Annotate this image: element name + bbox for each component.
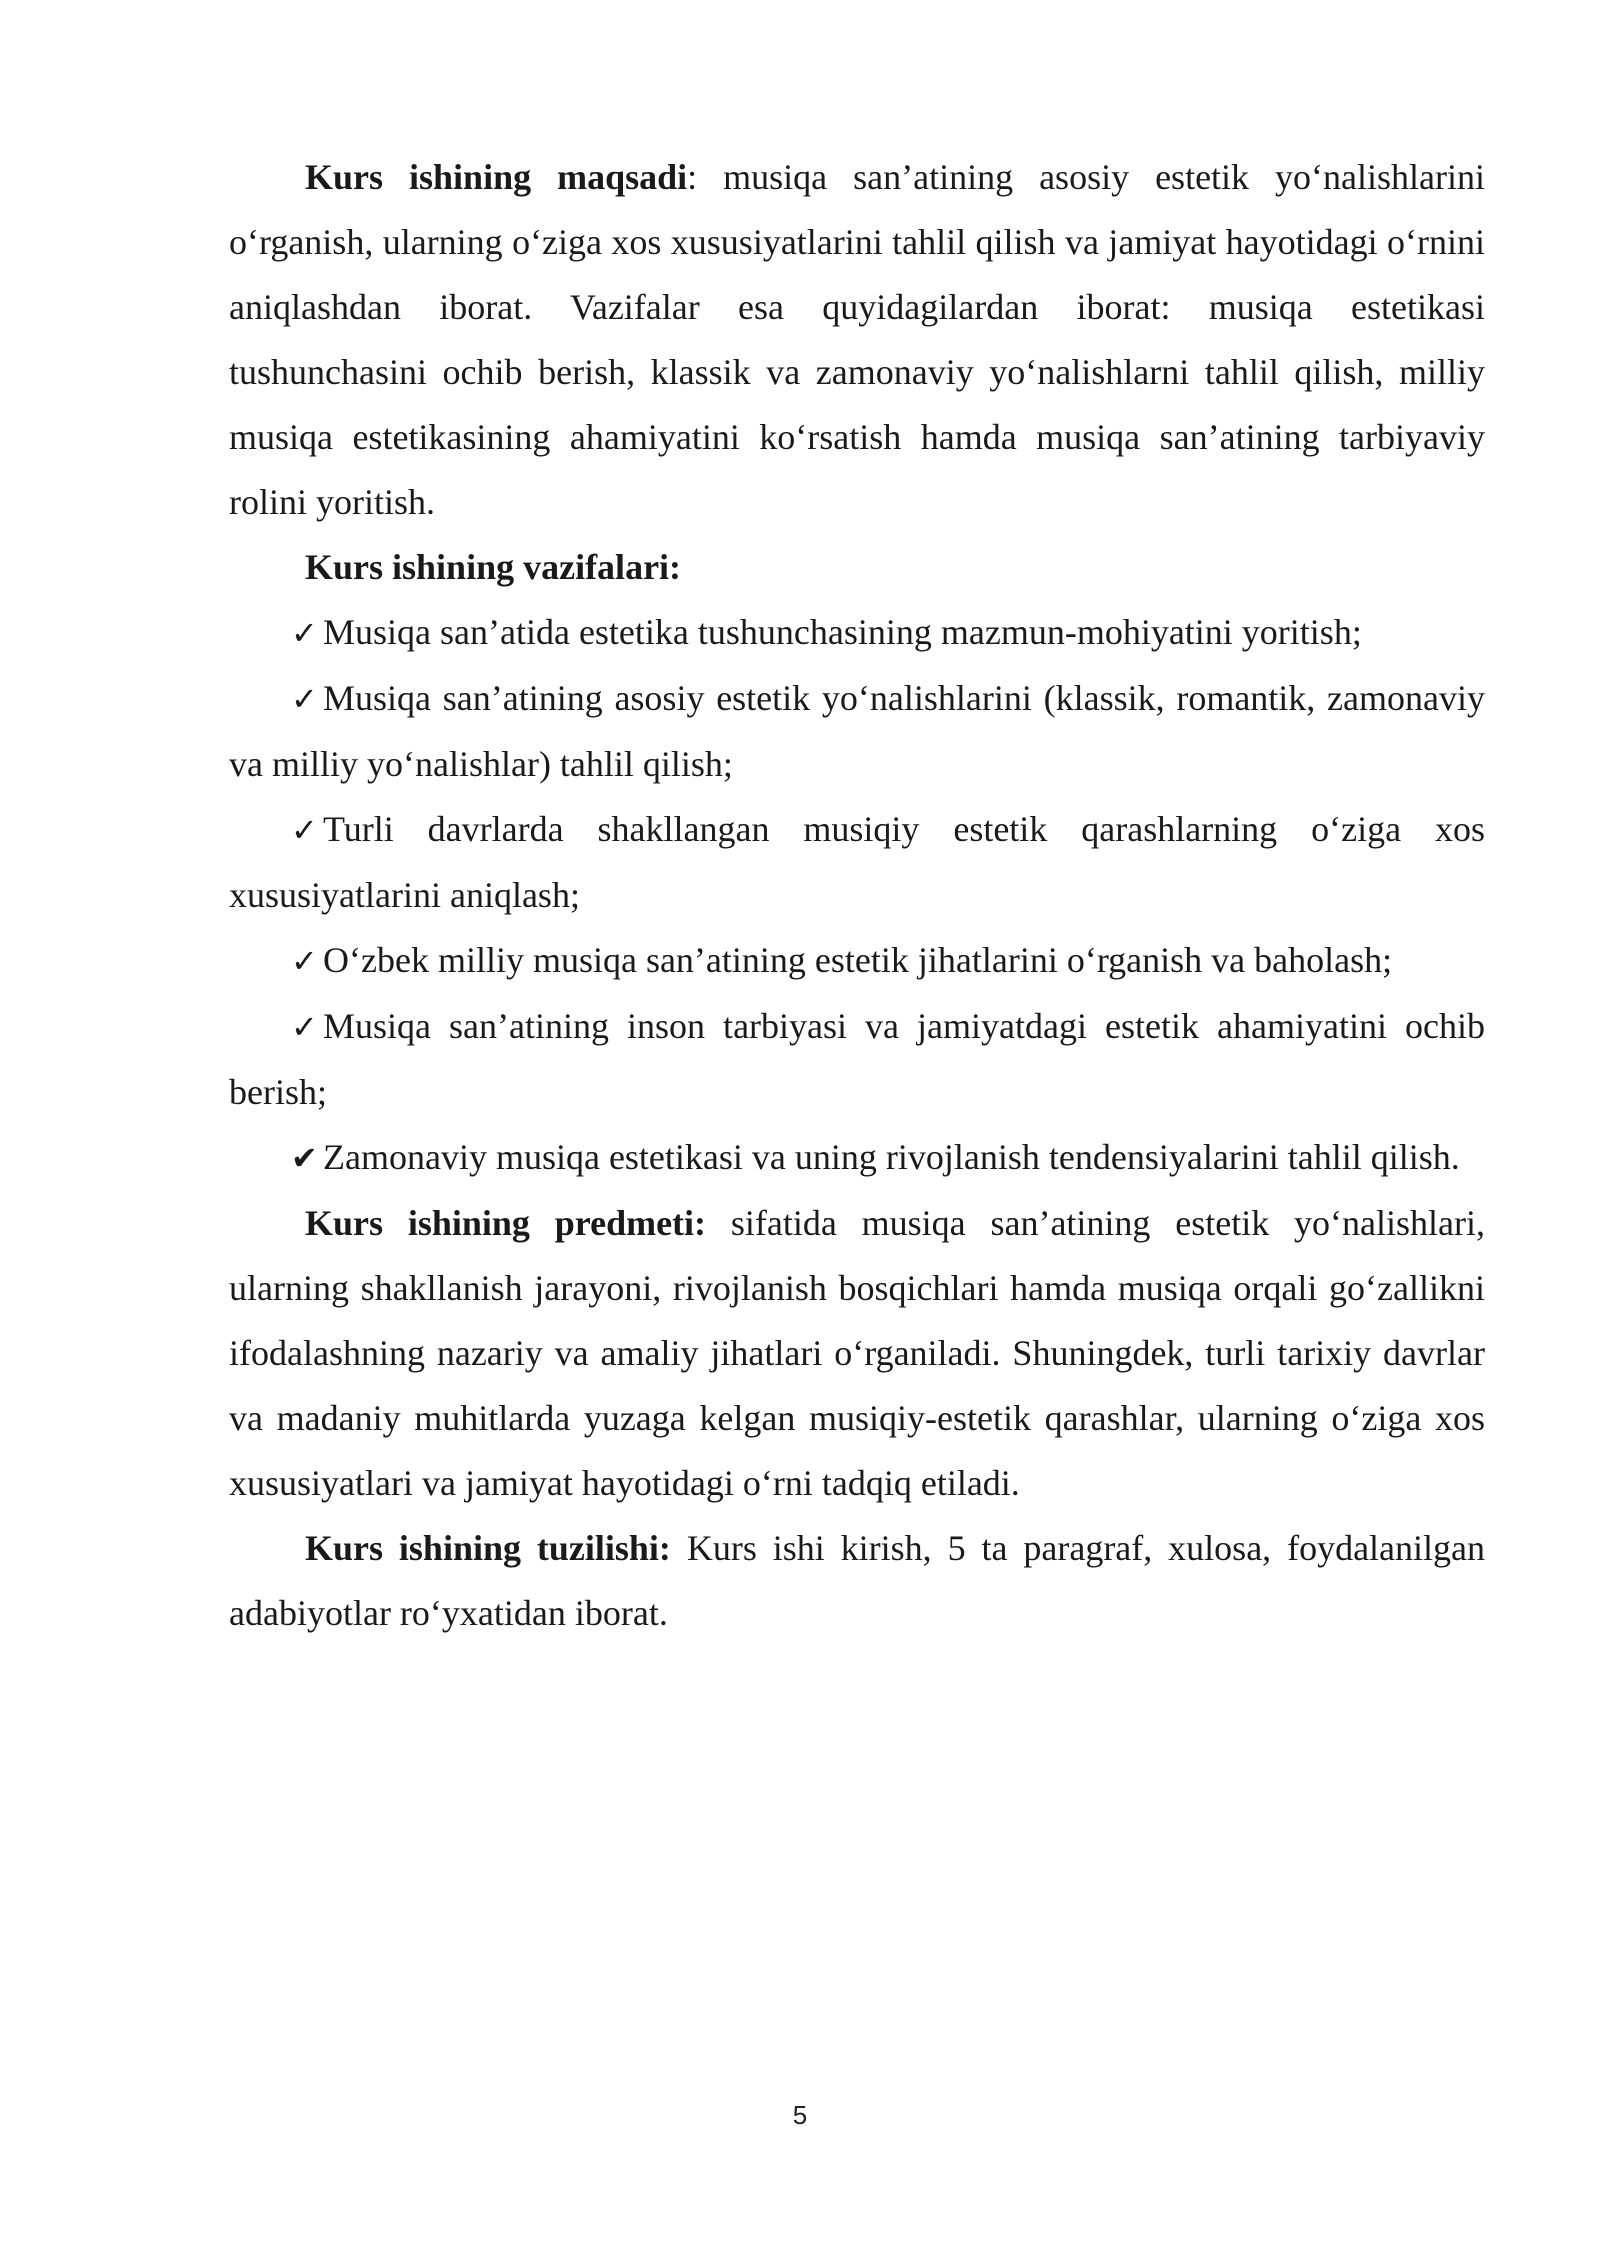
task-item-text: Musiqa san’atining asosiy estetik yo‘nalishlarini (klassik, romantik, zamonaviy va milliy yo‘nalishlar) tahlil qilish; xyxy=(229,678,1485,784)
check-mark-icon: ✓ xyxy=(291,614,318,652)
subject-text: sifatida musiqa san’atining estetik yo‘nalishlari, ularning shakllanish jarayoni, rivojlanish bosqichlari hamda musiqa orqali go‘zallikni ifodalashning nazariy va amaliy jihatlari o‘rganiladi. Shuningdek, turli tarixiy davrlar va madaniy muhitlarda yuzaga kelgan musiqiy-estetik qarashlar, ularning o‘ziga xos xususiyatlari va jamiyat hayotidagi o‘rni tadqiq etiladi. xyxy=(229,1203,1486,1503)
check-mark-icon: ✓ xyxy=(291,811,318,849)
subject-label: Kurs ishining predmeti: xyxy=(305,1203,707,1243)
task-item xyxy=(229,797,1485,928)
structure-text: Kurs ishi kirish, 5 ta paragraf, xulosa, foydalanilgan adabiyotlar ro‘yxatidan iborat. xyxy=(229,1528,1486,1633)
purpose-text: : musiqa san’atining asosiy estetik yo‘nalishlarini o‘rganish, ularning o‘ziga xos xususiyatlarini tahlil qilish va jamiyat hayotidagi o‘rnini aniqlashdan iborat. Vazifalar esa quyidagilardan iborat: musiqa estetikasi tushunchasini ochib berish, klassik va zamonaviy yo‘nalishlarni tahlil qilish, milliy musiqa estetikasining ahamiyatini ko‘rsatish hamda musiqa san’atining tarbiyaviy rolini yoritish. xyxy=(229,157,1485,522)
tasks-heading: Kurs ishining vazifalari: xyxy=(305,547,682,587)
check-mark-icon: ✓ xyxy=(291,680,318,718)
task-item-text: Musiqa san’atining inson tarbiyasi va jamiyatdagi estetik ahamiyatini ochib berish; xyxy=(229,1006,1485,1112)
task-item-text: Turli davrlarda shakllangan musiqiy estetik qarashlarning o‘ziga xos xususiyatlarini aniqlash; xyxy=(229,809,1485,915)
structure-paragraph xyxy=(229,1516,1485,1646)
task-item xyxy=(229,994,1485,1125)
task-item xyxy=(229,600,1485,666)
subject-paragraph xyxy=(229,1191,1485,1516)
document-page xyxy=(229,145,1485,1646)
purpose-paragraph xyxy=(229,145,1485,535)
task-item-text: Zamonaviy musiqa estetikasi va uning rivojlanish tendensiyalarini tahlil qilish. xyxy=(323,1137,1460,1177)
structure-label: Kurs ishining tuzilishi: xyxy=(305,1528,671,1568)
task-item xyxy=(229,666,1485,797)
task-item xyxy=(229,1125,1485,1191)
check-mark-icon: ✔ xyxy=(291,1139,318,1177)
check-mark-icon: ✓ xyxy=(291,942,318,980)
task-item xyxy=(229,928,1485,994)
purpose-label: Kurs ishining maqsadi xyxy=(305,157,688,197)
page-number: 5 xyxy=(792,2100,808,2130)
check-mark-icon: ✓ xyxy=(291,1008,318,1046)
task-item-text: O‘zbek milliy musiqa san’atining estetik jihatlarini o‘rganish va baholash; xyxy=(323,940,1393,980)
task-item-text: Musiqa san’atida estetika tushunchasining mazmun-mohiyatini yoritish; xyxy=(323,612,1362,652)
